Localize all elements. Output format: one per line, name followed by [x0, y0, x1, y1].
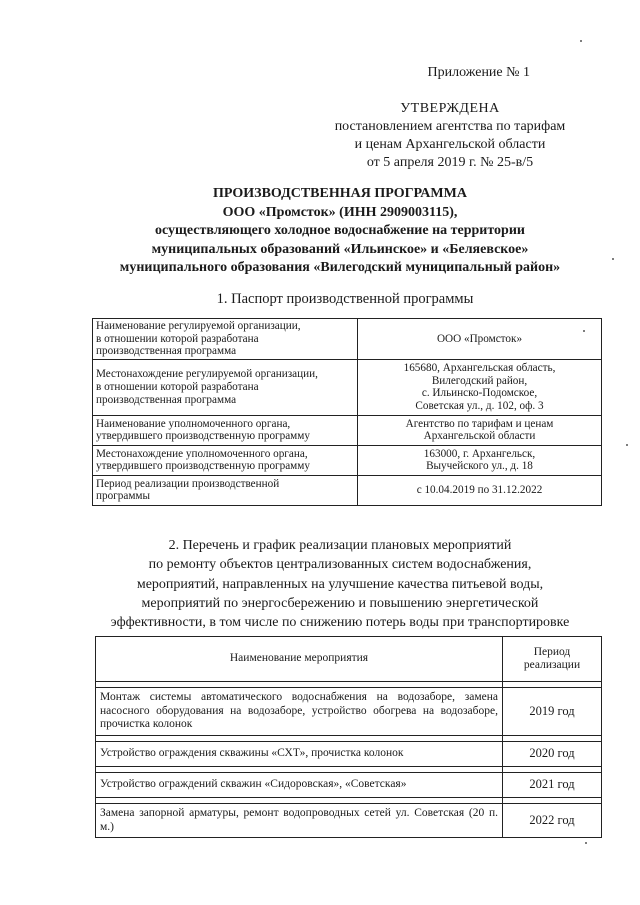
table-row [93, 475, 602, 505]
approval-line: постановлением агентства по тарифам [334, 119, 566, 134]
measure-name: Монтаж системы автоматического водоснабжения на водозаборе, замена насосного оборудования на водозаборе, устройство обогрева на водозаборе, прочистка колонок [96, 688, 503, 736]
table-row [96, 742, 602, 767]
heading-line: ООО «Промсток» (ИНН 2909003115), [222, 204, 458, 220]
section2-line: эффективности, в том числе по снижению потерь воды при транспортировке [110, 615, 570, 631]
program-heading [60, 185, 620, 278]
approval-title: УТВЕРЖДЕНА [400, 101, 500, 116]
measure-name: Замена запорной арматуры, ремонт водопроводных сетей ул. Советская (20 п. м.) [96, 804, 503, 838]
passport-label: Наименование уполномоченного органа, утвердившего производственную программу [93, 415, 358, 445]
section2-title [78, 536, 602, 632]
passport-value: с 10.04.2019 по 31.12.2022 [358, 475, 602, 505]
passport-label: Местонахождение регулируемой организации, в отношении которой разработана производственная программа [93, 359, 358, 415]
section2-line: 2. Перечень и график реализации плановых мероприятий [168, 538, 512, 553]
scan-speck [626, 444, 628, 446]
measures-table [95, 636, 602, 838]
passport-label: Наименование регулируемой организации, в отношении которой разработана производственная программа [93, 319, 358, 360]
section2-line: мероприятий, направленных на улучшение качества питьевой воды, [136, 576, 544, 592]
passport-value: 165680, Архангельская область, Вилегодский район, с. Ильинско-Подомское, Советская ул., д. 102, оф. 3 [358, 359, 602, 415]
passport-value: 163000, г. Архангельск, Выучейского ул., д. 18 [358, 445, 602, 475]
measure-period: 2022 год [503, 804, 602, 838]
table-row [96, 804, 602, 838]
approval-line: и ценам Архангельской области [354, 137, 546, 152]
section2-line: мероприятий по энергосбережению и повышению энергетической [141, 595, 539, 611]
approval-block [300, 100, 600, 172]
heading-line: муниципального образования «Вилегодский муниципальный район» [119, 260, 561, 275]
measure-name: Устройство ограждения скважины «СХТ», прочистка колонок [96, 742, 503, 767]
passport-table [92, 318, 602, 506]
appendix-label: Приложение № 1 [427, 65, 530, 80]
column-header-name: Наименование мероприятия [96, 637, 503, 682]
scan-speck [583, 330, 585, 332]
table-row [93, 445, 602, 475]
heading-line: ПРОИЗВОДСТВЕННАЯ ПРОГРАММА [213, 186, 467, 201]
heading-line: осуществляющего холодное водоснабжение на территории [155, 223, 525, 238]
scan-speck [612, 258, 614, 260]
section1-title: 1. Паспорт производственной программы [216, 291, 474, 307]
section2-line: по ремонту объектов централизованных систем водоснабжения, [148, 557, 532, 573]
table-header-row [96, 637, 602, 682]
table-row [93, 319, 602, 360]
scan-speck [580, 40, 582, 42]
passport-value: ООО «Промсток» [358, 319, 602, 360]
measure-name: Устройство ограждений скважин «Сидоровская», «Советская» [96, 773, 503, 798]
measure-period: 2019 год [503, 688, 602, 736]
scan-speck [585, 842, 587, 844]
measure-period: 2020 год [503, 742, 602, 767]
passport-label: Местонахождение уполномоченного органа, утвердившего производственную программу [93, 445, 358, 475]
passport-value: Агентство по тарифам и ценам Архангельской области [358, 415, 602, 445]
measure-period: 2021 год [503, 773, 602, 798]
table-row [93, 415, 602, 445]
table-row [93, 359, 602, 415]
passport-label: Период реализации производственной программы [93, 475, 358, 505]
column-header-period: Период реализации [503, 637, 602, 682]
approval-line: от 5 апреля 2019 г. № 25-в/5 [366, 155, 534, 170]
heading-line: муниципальных образований «Ильинское» и «Беляевское» [151, 241, 529, 257]
table-row [96, 688, 602, 736]
table-row [96, 773, 602, 798]
